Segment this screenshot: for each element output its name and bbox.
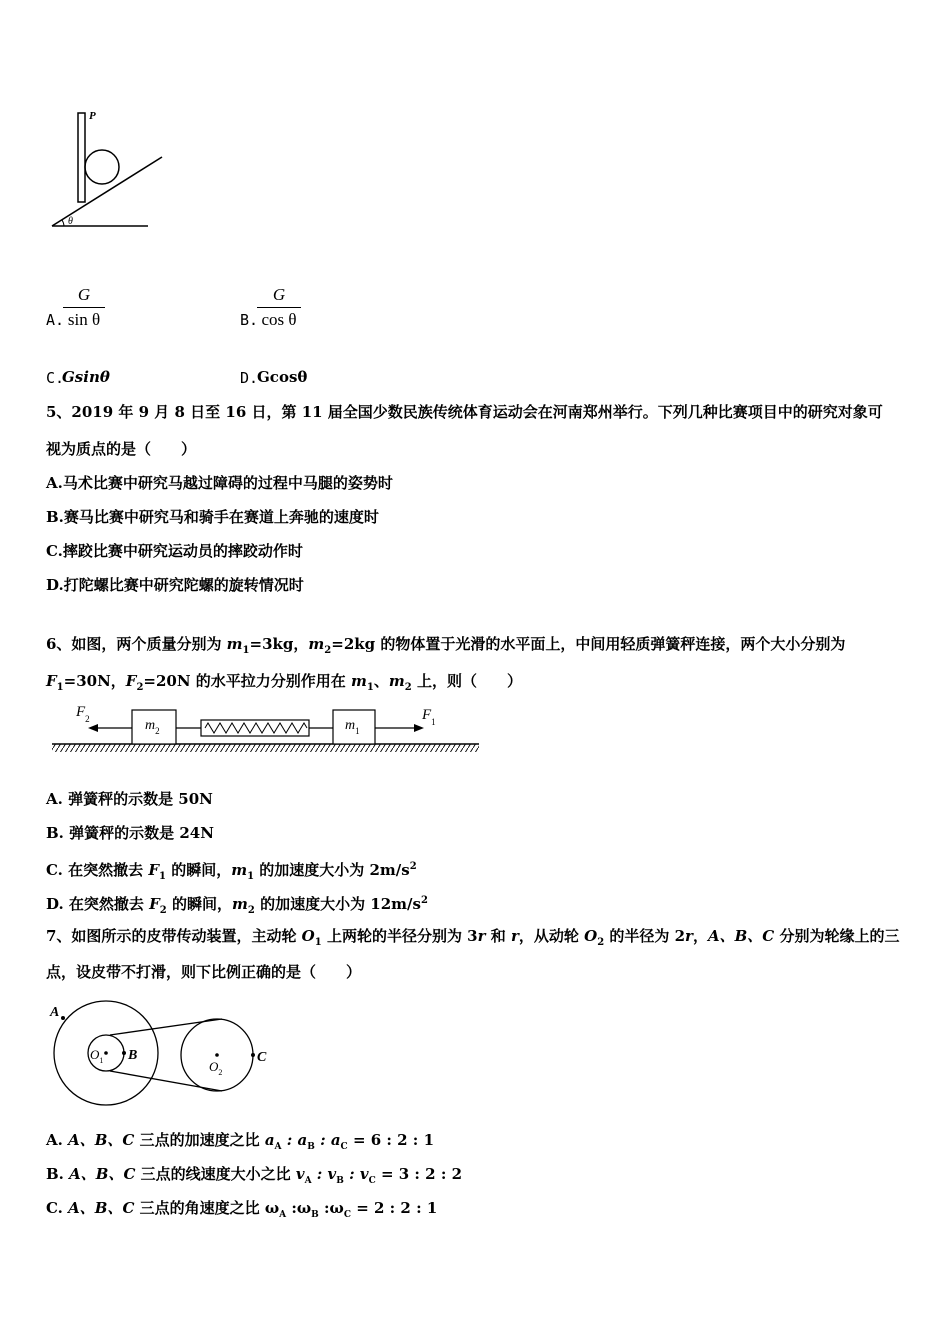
- option-c-text: Gsinθ: [62, 368, 110, 386]
- belt-top: [110, 1019, 222, 1035]
- option-a-label[interactable]: A.: [46, 311, 65, 329]
- q6-option-a[interactable]: A. 弹簧秤的示数是 50N: [46, 790, 213, 808]
- label-f2: $F_2$: [76, 704, 90, 724]
- option-d-text: Gcosθ: [257, 368, 308, 386]
- option-a-numerator: G: [77, 285, 91, 304]
- q6-option-d[interactable]: D. 在突然撤去 $F_2$ 的瞬间，$m_2$ 的加速度大小为 $12m/s^2$: [46, 895, 428, 916]
- option-d-label[interactable]: D.: [240, 369, 259, 387]
- spring-blocks-figure: [48, 700, 488, 758]
- option-b-label[interactable]: B.: [240, 311, 259, 329]
- q6-option-b[interactable]: B. 弹簧秤的示数是 24N: [46, 824, 214, 842]
- option-a-denominator: sin θ: [67, 310, 101, 329]
- angle-arc: [62, 220, 64, 226]
- q5-option-b[interactable]: B.赛马比赛中研究马和骑手在赛道上奔驰的速度时: [46, 508, 379, 526]
- label-c: C: [257, 1050, 267, 1065]
- label-m2: $m_2$: [145, 718, 160, 736]
- q5-option-a[interactable]: A.马术比赛中研究马越过障碍的过程中马腿的姿势时: [46, 474, 393, 492]
- q7-stem-line1: 7、如图所示的皮带传动装置，主动轮 $O_1$ 上两轮的半径分别为 3r 和 r，从动轮 $O_2$ 的半径为 2r，A、B、C 分别为轮缘上的三: [46, 927, 900, 948]
- label-m1: $m_1$: [345, 718, 360, 736]
- label-f1: $F_1$: [422, 707, 436, 727]
- q6-stem-line2: $F_1=30N$，$F_2=20N$ 的水平拉力分别作用在 $m_1$、$m_2$ 上，则（ ）: [46, 672, 522, 693]
- q7-option-c[interactable]: C. A、B、C 三点的角速度之比 $\omega_A$ $:\omega_B$ $:\omega_C = 2$ : 2 : 1: [46, 1199, 438, 1220]
- option-c-label[interactable]: C.: [46, 369, 65, 387]
- q5-stem-line2: 视为质点的是（ ）: [46, 440, 197, 458]
- q5-option-c[interactable]: C.摔跤比赛中研究运动员的摔跤动作时: [46, 542, 303, 560]
- q5-stem-line1: 5、2019 年 9 月 8 日至 16 日，第 11 届全国少数民族传统体育运动会在河南郑州举行。下列几种比赛项目中的研究对象可: [46, 403, 883, 421]
- label-o2: $O_2$: [209, 1059, 223, 1077]
- option-b-numerator: G: [272, 285, 286, 304]
- q6-stem-line1: 6、如图，两个质量分别为 $m_1=3kg$，$m_2=2kg$ 的物体置于光滑的水平面上，中间用轻质弹簧秤连接，两个大小分别为: [46, 635, 846, 656]
- option-b-denominator: cos θ: [261, 310, 297, 329]
- point-a: [61, 1016, 65, 1020]
- label-b: B: [128, 1048, 138, 1063]
- option-b-fraction[interactable]: [257, 285, 301, 330]
- q5-option-d[interactable]: D.打陀螺比赛中研究陀螺的旋转情况时: [46, 576, 304, 594]
- q7-option-b[interactable]: B. A、B、C 三点的线速度大小之比 $v_A$ : $v_B$ : $v_C = 3$ : 2 : 2: [46, 1165, 463, 1186]
- point-c: [251, 1053, 255, 1057]
- hatched-ground: [52, 744, 479, 752]
- belt-drive-figure: [44, 998, 284, 1110]
- q6-option-c[interactable]: C. 在突然撤去 $F_1$ 的瞬间，$m_1$ 的加速度大小为 $2m/s^2$: [46, 861, 417, 882]
- q7-option-a[interactable]: A. A、B、C 三点的加速度之比 $a_A$ : $a_B$ : $a_C = 6$ : 2 : 1: [46, 1131, 435, 1152]
- label-p: P: [89, 110, 96, 122]
- point-b: [122, 1051, 126, 1055]
- belt-bottom: [110, 1071, 222, 1091]
- label-o1: $O_1$: [90, 1047, 104, 1065]
- incline-ball-figure: [40, 105, 180, 235]
- ball: [85, 150, 119, 184]
- board-p: [78, 113, 85, 202]
- label-theta: θ: [68, 216, 73, 227]
- q7-stem-line2: 点，设皮带不打滑，则下比例正确的是（ ）: [46, 963, 362, 981]
- label-a: A: [50, 1005, 60, 1020]
- option-a-fraction[interactable]: [63, 285, 105, 330]
